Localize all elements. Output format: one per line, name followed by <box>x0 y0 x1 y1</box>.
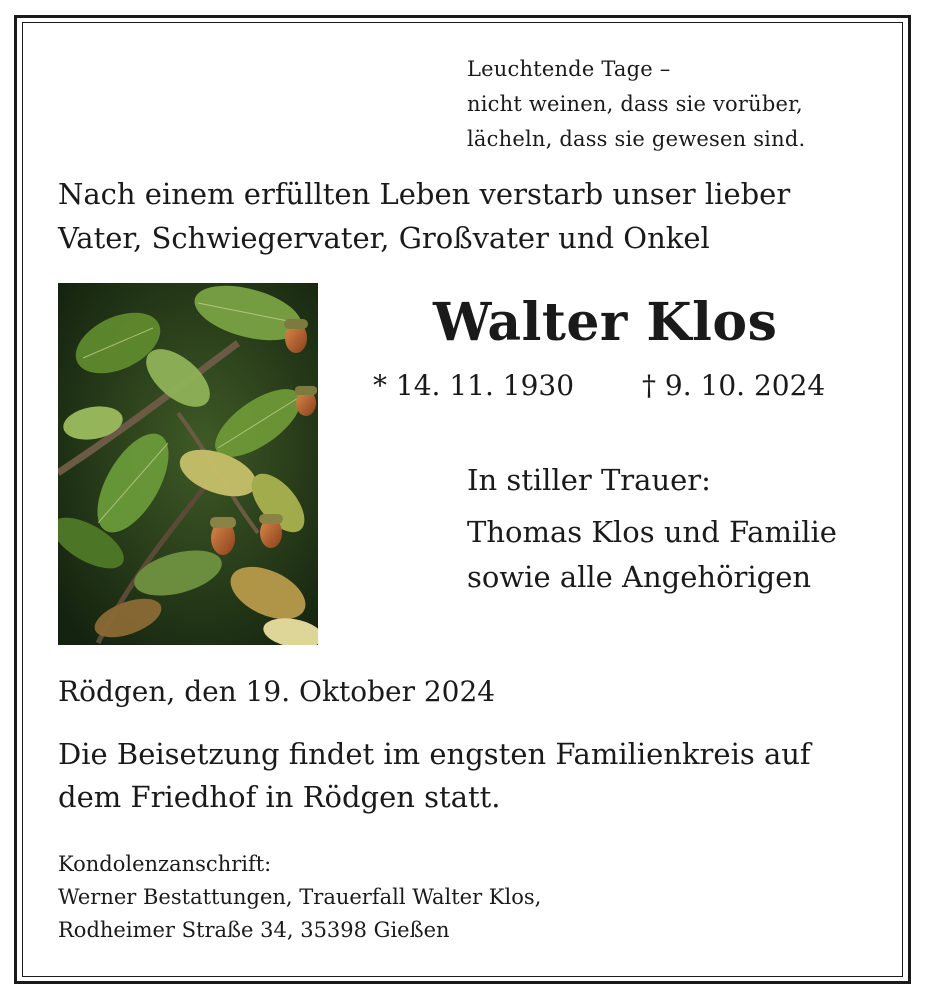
condolence-line: Kondolenzanschrift: <box>58 852 272 876</box>
funeral-line: dem Friedhof in Rödgen statt. <box>58 780 501 814</box>
oak-leaves-photo <box>58 283 318 645</box>
mourner-line: sowie alle Angehörigen <box>467 560 812 594</box>
funeral-notice <box>58 733 811 819</box>
poem-line: lächeln, dass sie gewesen sind. <box>467 127 806 151</box>
intro-line: Nach einem erfüllten Leben verstarb unser lieber <box>58 177 791 211</box>
mourner-line: Thomas Klos und Familie <box>467 515 837 549</box>
condolence-line: Rodheimer Straße 34, 35398 Gießen <box>58 918 450 942</box>
deceased-name: Walter Klos <box>433 292 778 353</box>
poem-line: nicht weinen, dass sie vorüber, <box>467 92 803 116</box>
death-date: † 9. 10. 2024 <box>642 369 826 402</box>
poem-verse <box>467 52 805 157</box>
condolence-line: Werner Bestattungen, Trauerfall Walter Klos, <box>58 885 542 909</box>
place-and-date: Rödgen, den 19. Oktober 2024 <box>58 675 496 708</box>
intro-text <box>58 172 790 260</box>
birth-date: * 14. 11. 1930 <box>373 369 575 402</box>
intro-line: Vater, Schwiegervater, Großvater und Onkel <box>58 221 710 255</box>
poem-line: Leuchtende Tage – <box>467 57 671 81</box>
mourners-list <box>467 510 837 600</box>
funeral-line: Die Beisetzung findet im engsten Familienkreis auf <box>58 737 811 771</box>
mourning-heading: In stiller Trauer: <box>467 463 711 497</box>
condolence-address <box>58 848 541 947</box>
